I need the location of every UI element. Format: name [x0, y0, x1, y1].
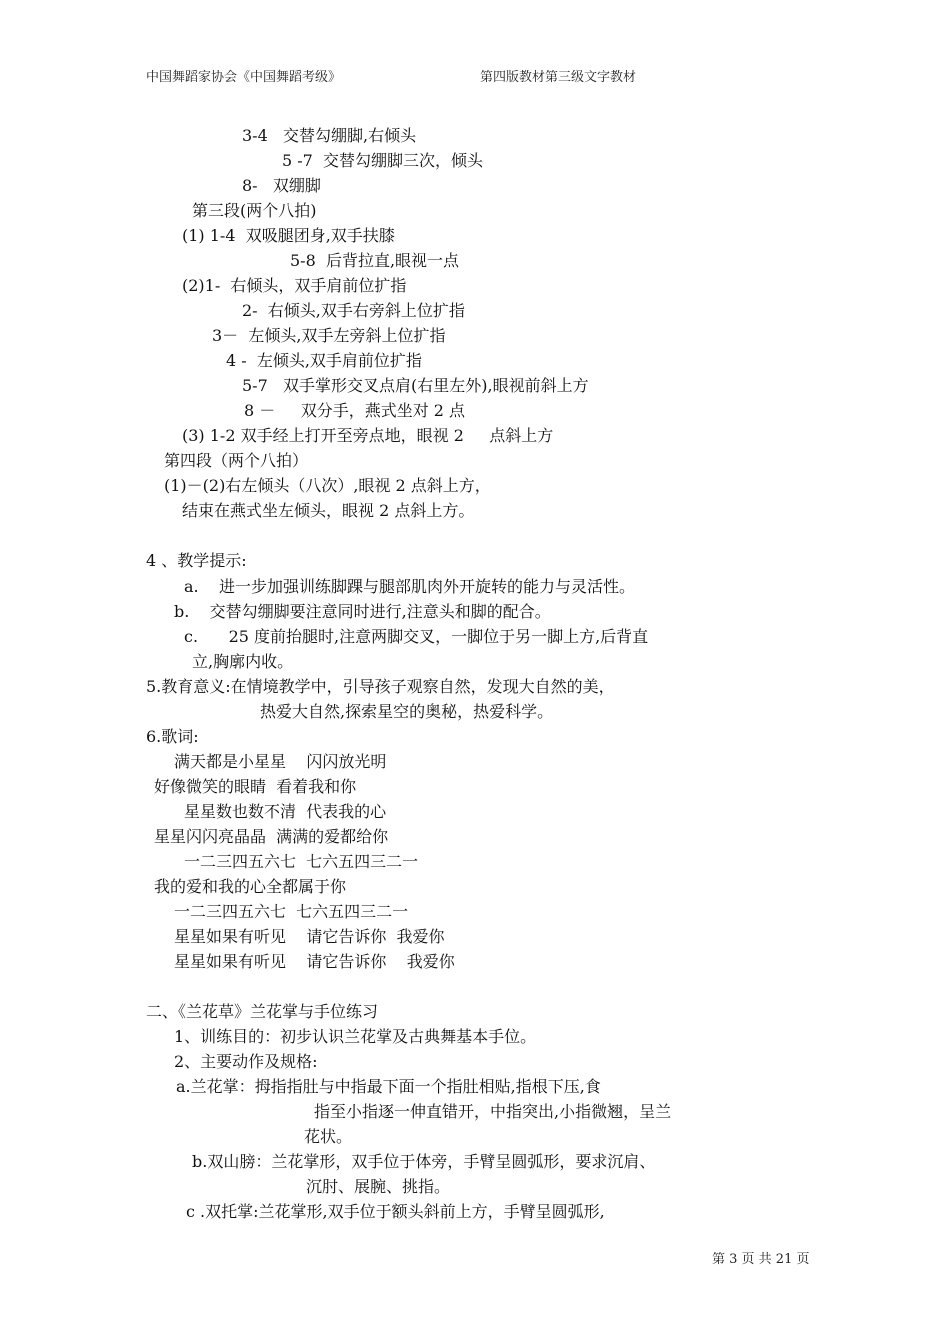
text-line: (2)1- 右倾头，双手肩前位扩指	[182, 276, 407, 295]
section-heading: 5.教育意义:在情境教学中，引导孩子观察自然，发现大自然的美，	[146, 677, 615, 696]
list-item: b.双山膀：兰花掌形，双手位于体旁，手臂呈圆弧形，要求沉肩、	[192, 1152, 656, 1171]
list-item: a.兰花掌：拇指指肚与中指最下面一个指肚相贴,指根下压,食	[176, 1077, 601, 1096]
lyric-line: 星星如果有听见 请它告诉你 我爱你	[174, 952, 455, 971]
lyric-line: 星星闪闪亮晶晶 满满的爱都给你	[154, 827, 389, 846]
text-line: 5 -7 交替勾绷脚三次，倾头	[282, 151, 484, 170]
list-item: a. 进一步加强训练脚踝与腿部肌肉外开旋转的能力与灵活性。	[184, 577, 635, 596]
section-heading: 6.歌词:	[146, 727, 199, 746]
lyric-line: 一二三四五六七 七六五四三二一	[184, 852, 419, 871]
text-line: 5-8 后背拉直,眼视一点	[290, 251, 460, 270]
text-line: 花状。	[304, 1127, 353, 1146]
text-line: (3) 1-2 双手经上打开至旁点地，眼视 2 点斜上方	[182, 426, 554, 445]
text-line: 结束在燕式坐左倾头，眼视 2 点斜上方。	[182, 501, 475, 520]
section-heading: 二、《兰花草》兰花掌与手位练习	[146, 1002, 379, 1021]
section-heading: 第四段（两个八拍）	[164, 451, 309, 470]
text-line: 热爱大自然,探索星空的奥秘，热爱科学。	[260, 702, 554, 721]
lyric-line: 满天都是小星星 闪闪放光明	[174, 752, 387, 771]
text-line: 8- 双绷脚	[242, 176, 321, 195]
header-right: 第四版教材第三级文字教材	[480, 70, 637, 85]
text-line: 3-4 交替勾绷脚,右倾头	[242, 126, 417, 145]
page-number: 第 3 页 共 21 页	[712, 1252, 810, 1267]
lyric-line: 我的爱和我的心全都属于你	[154, 877, 347, 896]
text-line: 立,胸廓内收。	[192, 652, 294, 671]
text-line: (1) 1-4 双吸腿团身,双手扶膝	[182, 226, 395, 245]
list-item: c. 25 度前抬腿时,注意两脚交叉，一脚位于另一脚上方,后背直	[184, 627, 649, 646]
text-line: 指至小指逐一伸直错开，中指突出,小指微翘，呈兰	[314, 1102, 672, 1121]
text-line: 2、主要动作及规格:	[174, 1052, 318, 1071]
text-line: (1)－(2)右左倾头（八次）,眼视 2 点斜上方，	[164, 476, 491, 495]
text-line: 2- 右倾头,双手右旁斜上位扩指	[242, 301, 465, 320]
list-item: b. 交替勾绷脚要注意同时进行,注意头和脚的配合。	[174, 602, 551, 621]
text-line: 沉肘、展腕、挑指。	[306, 1177, 451, 1196]
header-left: 中国舞蹈家协会《中国舞蹈考级》	[146, 70, 342, 85]
list-item: c .双托掌:兰花掌形,双手位于额头斜前上方，手臂呈圆弧形,	[186, 1202, 605, 1221]
text-line: 4 - 左倾头,双手肩前位扩指	[226, 351, 422, 370]
lyric-line: 星星数也数不清 代表我的心	[184, 802, 387, 821]
section-heading: 第三段(两个八拍)	[192, 201, 317, 220]
text-line: 1、训练目的：初步认识兰花掌及古典舞基本手位。	[174, 1027, 537, 1046]
lyric-line: 星星如果有听见 请它告诉你 我爱你	[174, 927, 445, 946]
text-line: 5-7 双手掌形交叉点肩(右里左外),眼视前斜上方	[242, 376, 589, 395]
text-line: 3－ 左倾头,双手左旁斜上位扩指	[212, 326, 446, 345]
text-line: 8 － 双分手，燕式坐对 2 点	[244, 401, 466, 420]
lyric-line: 好像微笑的眼睛 看着我和你	[154, 777, 357, 796]
lyric-line: 一二三四五六七 七六五四三二一	[174, 902, 409, 921]
section-heading: 4 、教学提示:	[146, 551, 247, 570]
